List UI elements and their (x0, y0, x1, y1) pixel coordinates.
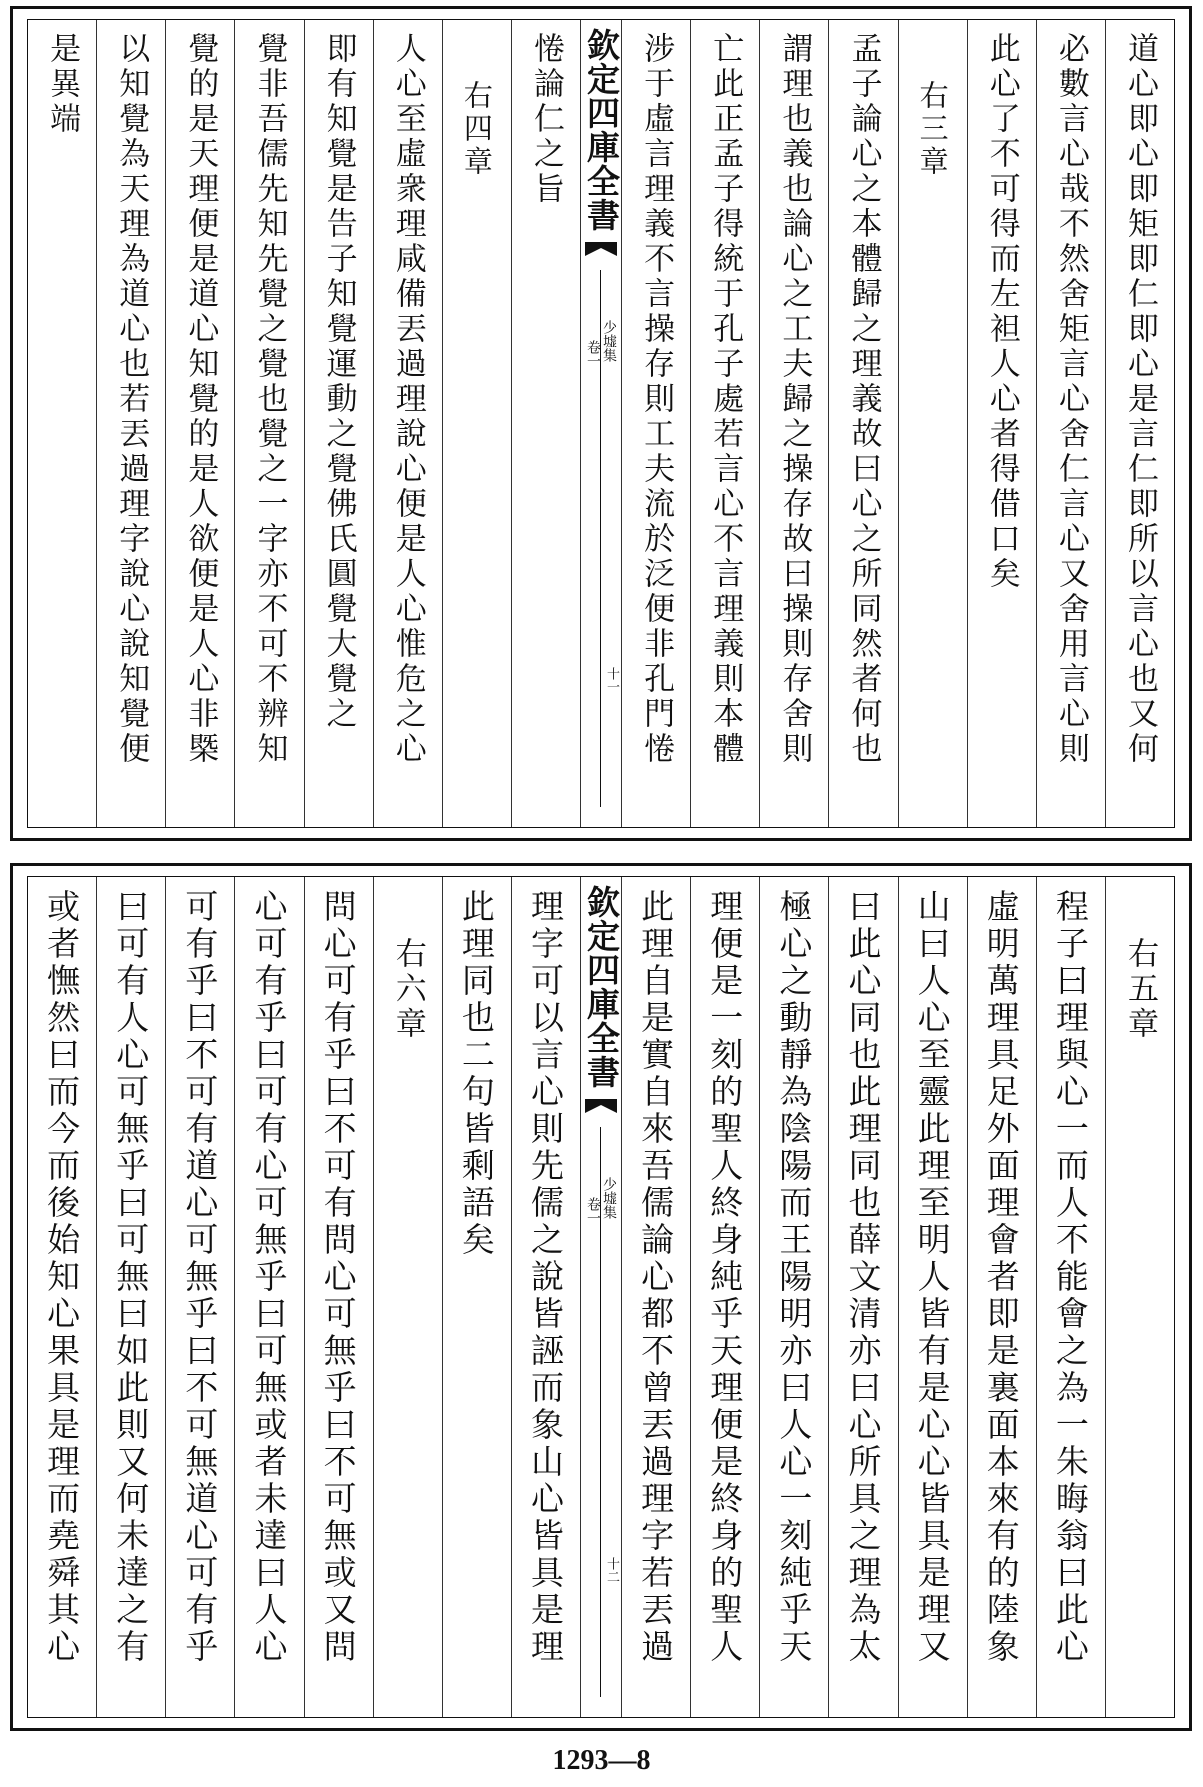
text-column: 涉于虛言理義不言操存則工夫流於泛便非孔門惓 (621, 20, 690, 827)
text-column: 極心之動靜為陰陽而王陽明亦曰人心一刻純乎天 (759, 877, 828, 1717)
text-column: 右五章 (1105, 877, 1174, 1717)
text-column: 可有乎曰不可有道心可無乎曰不可無道心可有乎 (165, 877, 234, 1717)
text-column: 右四章 (442, 20, 511, 827)
text-column: 虛明萬理具足外面理會者即是裏面本來有的陸象 (967, 877, 1036, 1717)
text-column: 以知覺為天理為道心也若丟過理字說心說知覺便 (96, 20, 165, 827)
collection-title: 欽定四庫全書 (582, 885, 621, 1089)
text-column: 孟子論心之本體歸之理義故曰心之所同然者何也 (828, 20, 897, 827)
text-column: 程子曰理與心一而人不能會之為一朱晦翁曰此心 (1036, 877, 1105, 1717)
text-column: 理便是一刻的聖人終身純乎天理便是終身的聖人 (690, 877, 759, 1717)
volume-label: 卷一 (585, 1197, 601, 1225)
leaf-number: 十二 (604, 1557, 619, 1583)
text-column: 惓論仁之旨 (511, 20, 580, 827)
volume-label: 卷一 (585, 340, 601, 368)
text-column: 或者憮然曰而今而後始知心果具是理而堯舜其心 (42, 889, 82, 1666)
leaf-number: 十一 (604, 667, 619, 693)
text-column: 問心可有乎曰不可有問心可無乎曰不可無或又問 (304, 877, 373, 1717)
text-column: 即有知覺是告子知覺運動之覺佛氏圓覺大覺之 (304, 20, 373, 827)
text-column: 曰可有人心可無乎曰可無曰如此則又何未達之有 (96, 877, 165, 1717)
book-name: 少墟集 (601, 1177, 617, 1219)
text-column: 道心即心即矩即仁即心是言仁即所以言心也又何 (1105, 20, 1174, 827)
text-column: 謂理也義也論心之工夫歸之操存故曰操則存舍則 (759, 20, 828, 827)
text-column: 此理同也二句皆剩語矣 (442, 877, 511, 1717)
text-column: 必數言心哉不然舍矩言心舍仁言心又舍用言心則 (1036, 20, 1105, 827)
page-bottom (10, 863, 1192, 1731)
center-fold-column (580, 20, 621, 827)
fish-tail-mark-icon (585, 242, 617, 262)
text-column: 理字可以言心則先儒之說皆誣而象山心皆具是理 (511, 877, 580, 1717)
text-column: 是異端 (44, 32, 81, 137)
text-column: 覺非吾儒先知先覺之覺也覺之一字亦不可不辨知 (234, 20, 303, 827)
text-column: 右三章 (898, 20, 967, 827)
text-column: 右六章 (373, 877, 442, 1717)
text-column: 心可有乎曰可有心可無乎曰可無或者未達曰人心 (234, 877, 303, 1717)
center-fold-column (580, 877, 621, 1717)
book-name: 少墟集 (601, 320, 617, 362)
text-column: 覺的是天理便是道心知覺的是人欲便是人心非槩 (165, 20, 234, 827)
page-top (10, 6, 1192, 841)
page-footer-number: 1293—8 (552, 1745, 651, 1776)
text-column: 山曰人心至靈此理至明人皆有是心心皆具是理又 (898, 877, 967, 1717)
text-column: 此心了不可得而左袒人心者得借口矣 (967, 20, 1036, 827)
text-column: 此理自是實自來吾儒論心都不曾丟過理字若丟過 (621, 877, 690, 1717)
page-bottom-columns (27, 876, 1175, 1718)
fish-tail-mark-icon (585, 1099, 617, 1119)
page-top-columns (27, 19, 1175, 828)
collection-title: 欽定四庫全書 (582, 28, 621, 232)
text-column: 曰此心同也此理同也薛文清亦曰心所具之理為太 (828, 877, 897, 1717)
text-column: 人心至虛衆理咸備丟過理說心便是人心惟危之心 (373, 20, 442, 827)
text-column: 亡此正孟子得統于孔子處若言心不言理義則本體 (690, 20, 759, 827)
